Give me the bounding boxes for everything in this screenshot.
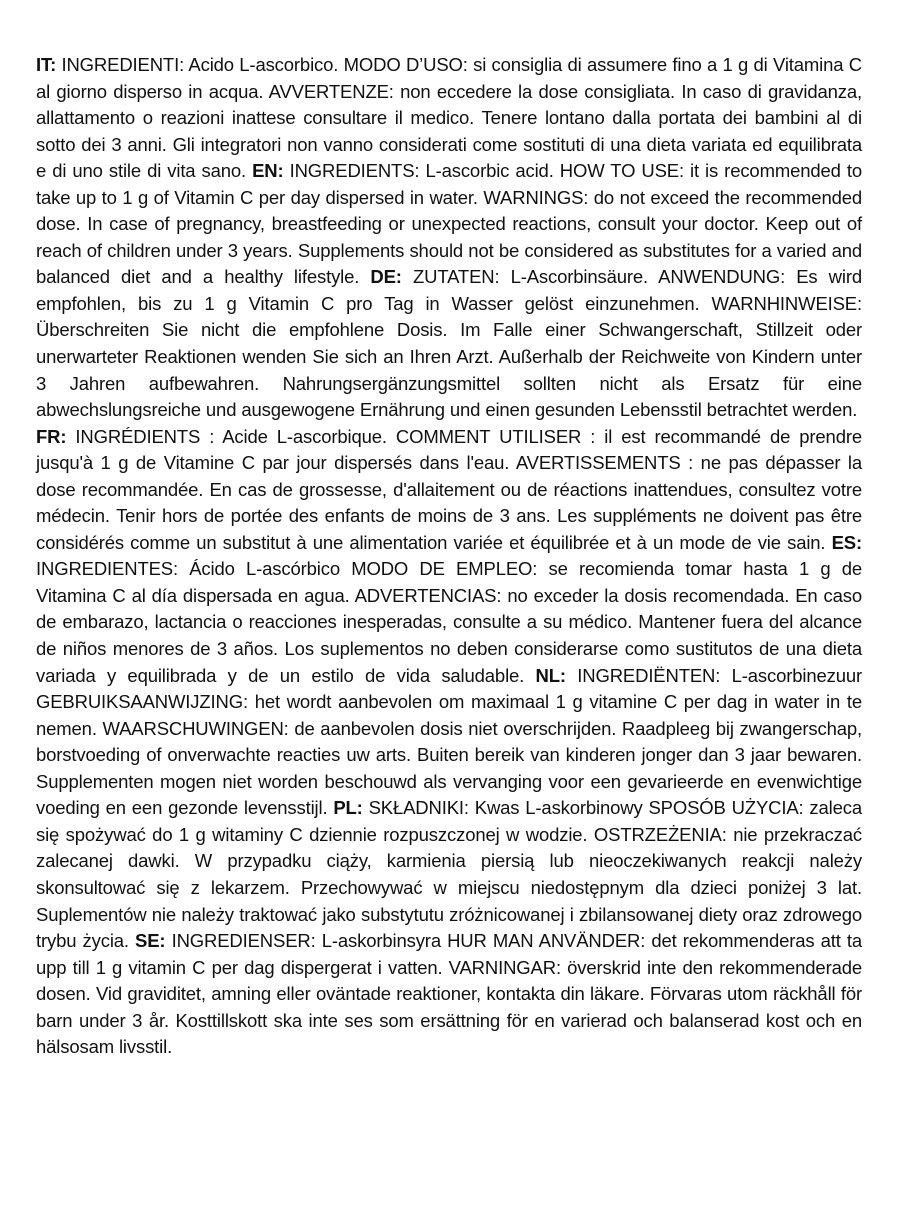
label-paragraph-1	[36, 52, 862, 424]
lang-code-de: DE:	[370, 266, 402, 288]
lang-code-en: EN:	[252, 160, 284, 182]
lang-text-fr: INGRÉDIENTS : Acide L-ascorbique. COMMENT UTILISER : il est recommandé de prendre jusqu'à 1 g de Vitamine C par jour dispersés dans l'eau. AVERTISSEMENTS : ne pas dépasser la dose recommandée. En cas de grossesse, d'allaitement ou de réactions inattendues, consultez votre médecin. Tenir hors de portée des enfants de moins de 3 ans. Les suppléments ne doivent pas être considérés comme un substitut à une alimentation variée et équilibrée et à un mode de vie sain.	[36, 425, 862, 553]
lang-text-se: INGREDIENSER: L-askorbinsyra HUR MAN ANVÄNDER: det rekommenderas att ta upp till 1 g vitamin C per dag dispergerat i vatten. VARNINGAR: överskrid inte den rekommenderade dosen. Vid graviditet, amning eller oväntade reaktioner, kontakta din läkare. Förvaras utom räckhåll för barn under 3 år. Kosttillskott ska inte ses som ersättning för en varierad och balanserad kost och en hälsosam livsstil.	[36, 930, 862, 1058]
lang-code-fr: FR:	[36, 425, 67, 447]
lang-text-en: INGREDIENTS: L-ascorbic acid. HOW TO USE: it is recommended to take up to 1 g of Vitamin C per day dispersed in water. WARNINGS: do not exceed the recommended dose. In case of pregnancy, breastfeeding or unexpected reactions, consult your doctor. Keep out of reach of children under 3 years. Supplements should not be considered as substitutes for a varied and balanced diet and a healthy lifestyle.	[36, 160, 862, 288]
label-paragraph-2	[36, 424, 862, 1061]
lang-code-es: ES:	[831, 531, 862, 553]
lang-code-pl: PL:	[333, 797, 363, 819]
lang-code-it: IT:	[36, 54, 57, 75]
lang-text-it: INGREDIENTI: Acido L-ascorbico. MODO D’USO: si consiglia di assumere fino a 1 g di Vitamina C al giorno disperso in acqua. AVVERTENZE: non eccedere la dose consigliata. In caso di gravidanza, allattamento o reazioni inattese consultare il medico. Tenere lontano dalla portata dei bambini al di sotto dei 3 anni. Gli integratori non vanno considerati come sostituti di una dieta variata ed equilibrata e di uno stile di vita sano.	[36, 54, 862, 182]
lang-code-nl: NL:	[535, 664, 566, 686]
lang-text-nl: INGREDIËNTEN: L-ascorbinezuur GEBRUIKSAANWIJZING: het wordt aanbevolen om maximaal 1 g vitamine C per dag in water in te nemen. WAARSCHUWINGEN: de aanbevolen dosis niet overschrijden. Raadpleeg bij zwangerschap, borstvoeding of onverwachte reacties uw arts. Buiten bereik van kinderen jonger dan 3 jaar bewaren. Supplementen mogen niet worden beschouwd als vervanging voor een gevarieerde en evenwichtige voeding en een gezonde levensstijl.	[36, 664, 862, 819]
multilingual-label-text	[36, 52, 862, 1061]
lang-text-es: INGREDIENTES: Ácido L-ascórbico MODO DE EMPLEO: se recomienda tomar hasta 1 g de Vitamina C al día dispersada en agua. ADVERTENCIAS: no exceder la dosis recomendada. En caso de embarazo, lactancia o reacciones inesperadas, consulte a su médico. Mantener fuera del alcance de niños menores de 3 años. Los suplementos no deben considerarse como sustitutos de una dieta variada y equilibrada y de un estilo de vida saludable.	[36, 558, 862, 686]
lang-code-se: SE:	[135, 930, 166, 952]
lang-text-pl: SKŁADNIKI: Kwas L-askorbinowy SPOSÓB UŻYCIA: zaleca się spożywać do 1 g witaminy C dziennie rozpuszczonej w wodzie. OSTRZEŻENIA: nie przekraczać zalecanej dawki. W przypadku ciąży, karmienia piersią lub nieoczekiwanych reakcji należy skonsultować się z lekarzem. Przechowywać w miejscu niedostępnym dla dzieci poniżej 3 lat. Suplementów nie należy traktować jako substytutu zróżnicowanej i zbilansowanej diety oraz zdrowego trybu życia.	[36, 797, 862, 952]
lang-text-de: ZUTATEN: L-Ascorbinsäure. ANWENDUNG: Es wird empfohlen, bis zu 1 g Vitamin C pro Tag in Wasser gelöst einzunehmen. WARNHINWEISE: Überschreiten Sie nicht die empfohlene Dosis. Im Falle einer Schwangerschaft, Stillzeit oder unerwarteter Reaktionen wenden Sie sich an Ihren Arzt. Außerhalb der Reichweite von Kindern unter 3 Jahren aufbewahren. Nahrungsergänzungsmittel sollten nicht als Ersatz für eine abwechslungsreiche und ausgewogene Ernährung und einen gesunden Lebensstil betrachtet werden.	[36, 266, 862, 421]
